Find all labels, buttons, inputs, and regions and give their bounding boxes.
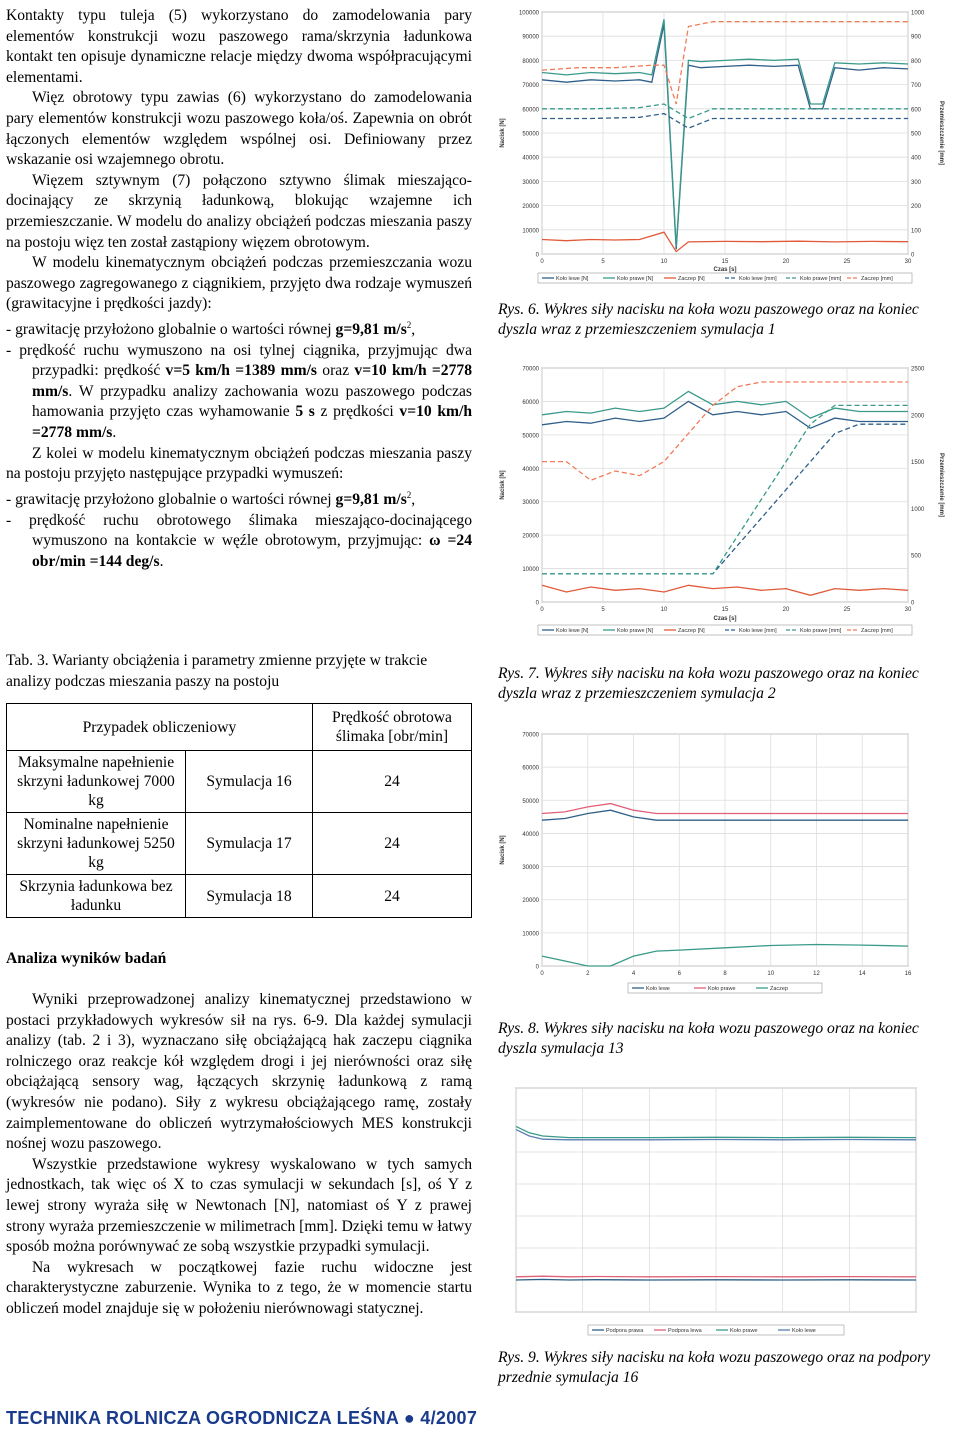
x-tick-label: 2 bbox=[586, 971, 590, 977]
figure-caption: Rys. 6. Wykres siły nacisku na koła wozu paszowego oraz na koniec dyszla wraz z przemieszczeniem symulacja 1 bbox=[498, 301, 919, 338]
y2-tick-label: 100 bbox=[911, 228, 922, 235]
formula: g=9,81 m/s bbox=[335, 491, 407, 509]
superscript: 2 bbox=[406, 319, 412, 330]
x-tick-label: 10 bbox=[767, 971, 775, 977]
formula: g=9,81 m/s bbox=[335, 321, 407, 339]
chart-fig7 bbox=[496, 362, 946, 646]
header-cell: Przypadek obliczeniowy bbox=[7, 704, 313, 751]
x-tick-label: 12 bbox=[813, 971, 820, 977]
text: - grawitację przyłożono globalnie o wartości równej bbox=[6, 491, 336, 509]
y2-tick-label: 1000 bbox=[911, 10, 925, 17]
y2-tick-label: 500 bbox=[911, 131, 922, 138]
y-axis-label: Nacisk [N] bbox=[500, 470, 506, 500]
paragraph: Więz obrotowy typu zawias (6) wykorzystano do zamodelowania pary elementów konstrukcji wozu paszowego koła/oś. Zapewnia on obrót łączonych elementów względem wspólnej osi. Definiowany przez wskazanie osi wzajemnego obrotu. bbox=[6, 89, 472, 169]
legend-label: Koło prawe [N] bbox=[617, 276, 654, 282]
legend-label: Zaczep bbox=[770, 986, 789, 992]
x-tick-label: 20 bbox=[782, 259, 790, 265]
y-tick-label: 100000 bbox=[518, 10, 539, 17]
figure-caption: Rys. 8. Wykres siły nacisku na koła wozu paszowego oraz na koniec dyszla symulacja 13 bbox=[498, 1020, 919, 1057]
chart-fig6 bbox=[496, 6, 946, 294]
y-tick-label: 90000 bbox=[522, 34, 539, 41]
y2-tick-label: 0 bbox=[911, 252, 915, 259]
text: . W przypadku analizy zachowania wozu paszowego podczas hamowania przyjęto czas wyhamowanie bbox=[32, 382, 472, 421]
body-text bbox=[6, 990, 472, 1320]
legend-label: Koło prawe [N] bbox=[617, 628, 654, 634]
legend-label: Koło lewe [N] bbox=[556, 628, 589, 634]
y2-tick-label: 500 bbox=[911, 553, 922, 560]
text: . bbox=[159, 552, 164, 570]
legend-label: Koło lewe [mm] bbox=[739, 276, 777, 282]
x-tick-label: 10 bbox=[660, 259, 668, 265]
y2-tick-label: 2000 bbox=[911, 413, 925, 420]
legend-label: Podpora lewa bbox=[668, 1328, 702, 1334]
x-tick-label: 10 bbox=[660, 607, 668, 613]
chart-fig8 bbox=[496, 728, 946, 1004]
y2-tick-label: 700 bbox=[911, 83, 922, 90]
list-item bbox=[6, 315, 472, 341]
y-tick-label: 40000 bbox=[522, 155, 539, 162]
x-axis-label: Czas [s] bbox=[713, 267, 737, 273]
y-tick-label: 20000 bbox=[522, 204, 539, 211]
legend-label: Koło lewe [mm] bbox=[739, 628, 777, 634]
paragraph: Wszystkie przedstawione wykresy wyskalowano w tych samych jednostkach, tak więc oś X to czas symulacji w sekundach [s], oś Y z lewej strony wyraża siłę w Newtonach [N], natomiast oś Y z prawej strony wyraża przemieszczenie w milimetrach [mm]. Dzięki temu w łatwy sposób można porównywać ze sobą wszystkie przypadki symulacji. bbox=[6, 1155, 472, 1256]
y-tick-label: 20000 bbox=[522, 533, 539, 540]
section-title: Analiza wyników badań bbox=[6, 950, 167, 967]
text: z prędkości bbox=[314, 403, 400, 421]
legend-label: Podpora prawa bbox=[606, 1328, 644, 1334]
y-axis-label: Nacisk [N] bbox=[500, 835, 506, 865]
table-caption: Tab. 3. Warianty obciążenia i parametry zmienne przyjęte w trakcie analizy podczas mieszania paszy na postoju bbox=[6, 652, 428, 690]
table-row bbox=[7, 751, 472, 813]
text: , bbox=[411, 321, 416, 339]
y2-tick-label: 2500 bbox=[911, 366, 925, 373]
legend-label: Koło lewe bbox=[792, 1328, 816, 1334]
cell: 24 bbox=[313, 751, 472, 813]
y2-tick-label: 800 bbox=[911, 58, 922, 65]
y-tick-label: 70000 bbox=[522, 732, 539, 739]
y-tick-label: 10000 bbox=[522, 228, 539, 235]
list-item bbox=[6, 485, 472, 511]
y2-tick-label: 200 bbox=[911, 204, 922, 211]
x-tick-label: 20 bbox=[782, 607, 790, 613]
y-tick-label: 10000 bbox=[522, 931, 539, 938]
y2-tick-label: 600 bbox=[911, 107, 922, 114]
x-tick-label: 8 bbox=[723, 971, 727, 977]
text: . bbox=[112, 424, 117, 442]
x-tick-label: 15 bbox=[721, 259, 729, 265]
y2-tick-label: 300 bbox=[911, 179, 922, 186]
paragraph: W modelu kinematycznym obciążeń podczas przemieszczania wozu paszowego zagregowanego z ciągnikiem, przyjęto dwa rodzaje wymuszeń (grawitacyjne i prędkości jazdy): bbox=[6, 254, 472, 313]
legend-label: Zaczep [N] bbox=[678, 276, 705, 282]
x-tick-label: 30 bbox=[904, 259, 912, 265]
x-axis-label: Czas [s] bbox=[713, 616, 737, 622]
x-tick-label: 25 bbox=[843, 259, 851, 265]
table-row bbox=[7, 813, 472, 875]
text: - prędkość ruchu wymuszono na osi tylnej ciągnika, przyjmując dwa przypadki: prędkość bbox=[6, 341, 472, 380]
x-tick-label: 30 bbox=[904, 607, 912, 613]
y-tick-label: 50000 bbox=[522, 798, 539, 805]
table bbox=[6, 703, 472, 918]
legend-label: Koło prawe bbox=[708, 986, 736, 992]
cell: Maksymalne napełnienie skrzyni ładunkowej 7000 kg bbox=[7, 751, 186, 813]
formula: v=10 km/h =2778 mm/s bbox=[32, 362, 472, 400]
series-line bbox=[516, 1276, 916, 1277]
paragraph: Wyniki przeprowadzonej analizy kinematycznej przedstawiono w postaci przykładowych wykresów sił na rys. 6-9. Dla każdej symulacji analizy (tab. 2 i 3), wyznaczano siłę obciążającą hak zaczepu ciągnika rolniczego oraz reakcje kół względem drogi i jej nierówności oraz siłę obciążającą sensory wag, łączących skrzynię ładunkową z ramą (wykresów nie podano). Siły z wykresu obciążającego ramę, zostały zaimplementowane do obliczeń wytrzymałościowych MES konstrukcji nośnej wozu paszowego. bbox=[6, 991, 472, 1153]
formula: ω =24 obr/min =144 deg/s bbox=[32, 532, 472, 570]
cell: Symulacja 18 bbox=[186, 875, 313, 918]
cell: Nominalne napełnienie skrzyni ładunkowej 5250 kg bbox=[7, 813, 186, 875]
y-tick-label: 0 bbox=[535, 964, 539, 971]
x-tick-label: 25 bbox=[843, 607, 851, 613]
y-tick-label: 60000 bbox=[522, 399, 539, 406]
y2-axis-label: Przemieszczenie [mm] bbox=[938, 452, 944, 518]
x-tick-label: 14 bbox=[858, 971, 866, 977]
text: oraz bbox=[317, 362, 355, 380]
y2-tick-label: 400 bbox=[911, 155, 922, 162]
cell: Symulacja 16 bbox=[186, 751, 313, 813]
x-tick-label: 4 bbox=[631, 971, 636, 977]
legend-label: Koło lewe bbox=[646, 986, 670, 992]
y-tick-label: 40000 bbox=[522, 831, 539, 838]
legend-label: Koło prawe [mm] bbox=[800, 276, 842, 282]
y-axis-label: Nacisk [N] bbox=[500, 118, 506, 148]
y-tick-label: 60000 bbox=[522, 107, 539, 114]
paragraph: Na wykresach w początkowej fazie ruchu widoczne jest charakterystyczne zaburzenie. Wynika to z tego, że w momencie startu obliczeń model znajduje się w położeniu nierównowagi statycznej. bbox=[6, 1258, 472, 1317]
paragraph: Kontakty typu tuleja (5) wykorzystano do zamodelowania pary elementów konstrukcji wozu paszowego rama/skrzynia ładunkowa kontakt ten opisuje dynamiczne relacje między dwoma współpracującymi elementami. bbox=[6, 7, 472, 86]
cell: Skrzynia ładunkowa bez ładunku bbox=[7, 875, 186, 918]
formula: 5 s bbox=[295, 403, 315, 421]
x-tick-label: 5 bbox=[601, 607, 605, 613]
x-tick-label: 15 bbox=[721, 607, 729, 613]
x-tick-label: 0 bbox=[540, 607, 544, 613]
y2-tick-label: 1500 bbox=[911, 460, 925, 467]
y-tick-label: 60000 bbox=[522, 765, 539, 772]
cell: 24 bbox=[313, 813, 472, 875]
paragraph: Z kolei w modelu kinematycznym obciążeń podczas mieszania paszy na postoju przyjęto następujące przypadki wymuszeń: bbox=[6, 444, 472, 483]
chart-fig9 bbox=[496, 1082, 946, 1342]
figure-caption: Rys. 9. Wykres siły nacisku na koła wozu paszowego oraz na podpory przednie symulacja 16 bbox=[498, 1349, 931, 1386]
cell: Symulacja 17 bbox=[186, 813, 313, 875]
superscript: 2 bbox=[406, 489, 412, 500]
header-cell: Prędkość obrotowa ślimaka [obr/min] bbox=[313, 704, 472, 751]
table-row bbox=[7, 875, 472, 918]
text: , bbox=[411, 491, 416, 509]
list-item bbox=[6, 341, 472, 444]
y-tick-label: 30000 bbox=[522, 500, 539, 507]
left-column bbox=[6, 6, 472, 572]
y-tick-label: 40000 bbox=[522, 466, 539, 473]
legend-label: Koło prawe bbox=[730, 1328, 758, 1334]
legend-label: Zaczep [mm] bbox=[861, 628, 893, 634]
legend-label: Zaczep [mm] bbox=[861, 276, 893, 282]
paragraph: Więzem sztywnym (7) połączono sztywno ślimak mieszająco-docinający ze skrzynią ładunkową, blokując wzajemne ich przemieszczanie. W modelu do analizy obciążeń podczas mieszania paszy na postoju więz ten został zastąpiony więzem obrotowym. bbox=[6, 171, 472, 251]
x-tick-label: 16 bbox=[904, 971, 912, 977]
y-tick-label: 10000 bbox=[522, 567, 539, 574]
formula: v=10 km/h =2778 mm/s bbox=[32, 403, 473, 442]
legend-label: Koło prawe [mm] bbox=[800, 628, 842, 634]
text: - prędkość ruchu obrotowego ślimaka mieszająco-docinającego wymuszono na kontakcie w węźle obrotowym, przyjmując: bbox=[6, 511, 472, 550]
y-tick-label: 70000 bbox=[522, 366, 539, 373]
y2-tick-label: 0 bbox=[911, 600, 915, 607]
x-tick-label: 0 bbox=[540, 259, 544, 265]
legend-label: Koło lewe [N] bbox=[556, 276, 589, 282]
formula: v=5 km/h =1389 mm/s bbox=[165, 362, 317, 380]
legend-label: Zaczep [N] bbox=[678, 628, 705, 634]
y-tick-label: 20000 bbox=[522, 898, 539, 905]
y-tick-label: 30000 bbox=[522, 865, 539, 872]
text: - grawitację przyłożono globalnie o wartości równej bbox=[6, 321, 336, 339]
table-header-row bbox=[7, 704, 472, 751]
y-tick-label: 50000 bbox=[522, 131, 539, 138]
x-tick-label: 5 bbox=[601, 259, 605, 265]
y2-axis-label: Przemieszczenie [mm] bbox=[938, 100, 944, 166]
y-tick-label: 30000 bbox=[522, 179, 539, 186]
y-tick-label: 0 bbox=[535, 252, 539, 259]
x-tick-label: 0 bbox=[540, 971, 544, 977]
series-line bbox=[516, 1279, 916, 1280]
cell: 24 bbox=[313, 875, 472, 918]
y2-tick-label: 1000 bbox=[911, 506, 925, 513]
journal-footer: TECHNIKA ROLNICZA OGRODNICZA LEŚNA ● 4/2007 bbox=[6, 1408, 478, 1428]
y-tick-label: 80000 bbox=[522, 58, 539, 65]
y-tick-label: 0 bbox=[535, 600, 539, 607]
list-item bbox=[6, 511, 472, 573]
y-tick-label: 70000 bbox=[522, 83, 539, 90]
x-tick-label: 6 bbox=[677, 971, 681, 977]
y-tick-label: 50000 bbox=[522, 433, 539, 440]
y2-tick-label: 900 bbox=[911, 34, 922, 41]
figure-caption: Rys. 7. Wykres siły nacisku na koła wozu paszowego oraz na koniec dyszla wraz z przemieszczeniem symulacja 2 bbox=[498, 665, 919, 702]
